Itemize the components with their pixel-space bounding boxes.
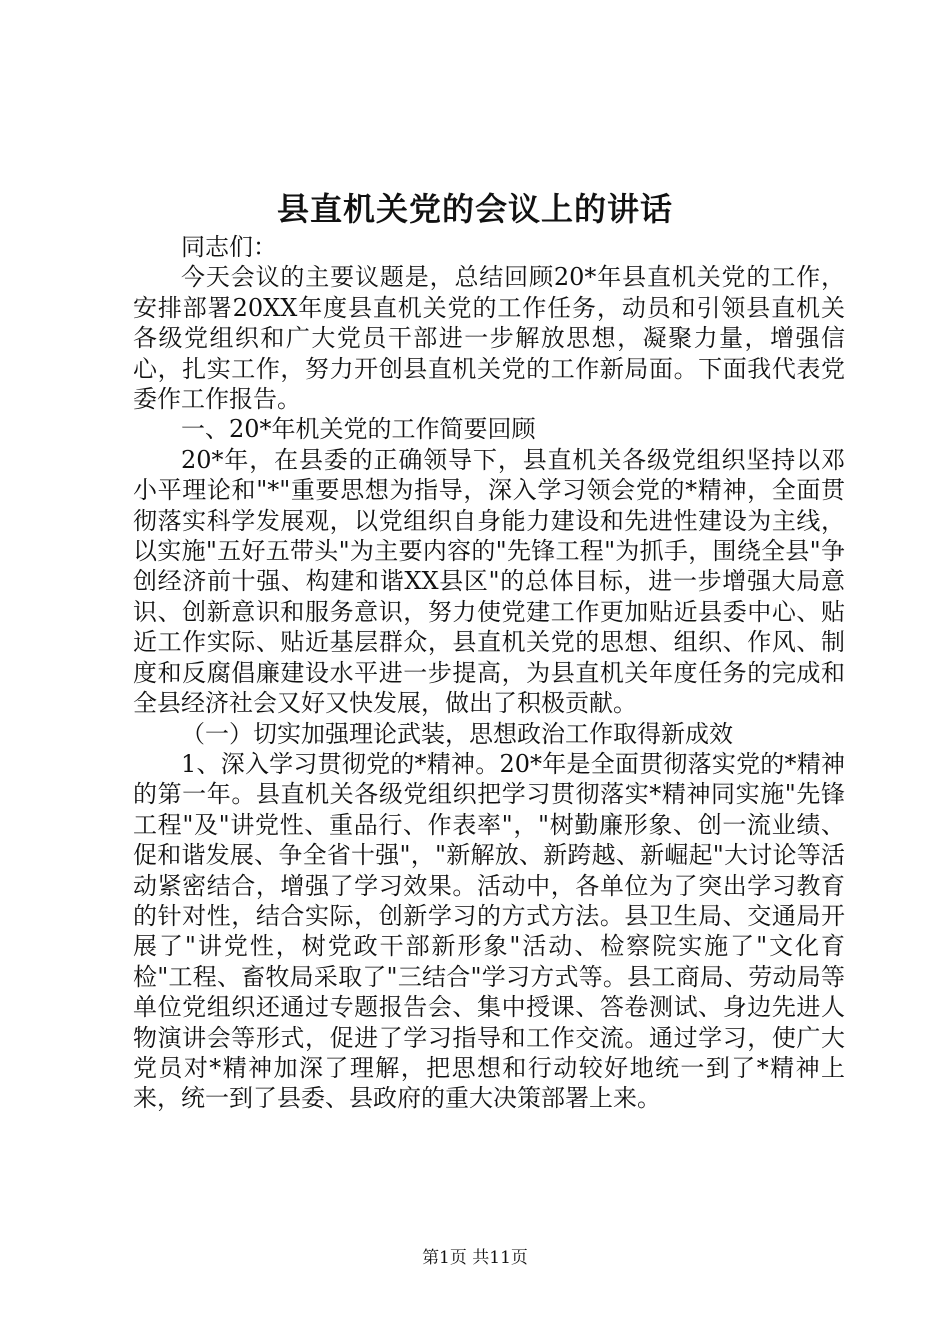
- document-title: 县直机关党的会议上的讲话: [276, 190, 673, 228]
- intro-paragraph: 今天会议的主要议题是，总结回顾20*年县直机关党的工作，安排部署20XX年度县直机关党的工作任务，动员和引领县直机关各级党组织和广大党员干部进一步解放思想，凝聚力量，增强信心，扎实工作，努力开创县直机关党的工作新局面。下面我代表党委作工作报告。: [133, 263, 845, 414]
- salutation-paragraph: 同志们：: [181, 233, 277, 261]
- section-heading: 一、20*年机关党的工作简要回顾: [181, 415, 536, 444]
- subsection-heading: （一）切实加强理论武装，思想政治工作取得新成效: [181, 719, 733, 748]
- document-body: [133, 232, 845, 1114]
- study-paragraph: 1、深入学习贯彻党的*精神。20*年是全面贯彻落实党的*精神的第一年。县直机关各级党组织把学习贯彻落实*精神同实施"先锋工程"及"讲党性、重品行、作表率"，"树勤廉形象、创一流业绩、促和谐发展、争全省十强"，"新解放、新跨越、新崛起"大讨论等活动紧密结合，增强了学习效果。活动中，各单位为了突出学习教育的针对性，结合实际，创新学习的方式方法。县卫生局、交通局开展了"讲党性，树党政干部新形象"活动、检察院实施了"文化育检"工程、畜牧局采取了"三结合"学习方式等。县工商局、劳动局等单位党组织还通过专题报告会、集中授课、答卷测试、身边先进人物演讲会等形式，促进了学习指导和工作交流。通过学习，使广大党员对*精神加深了理解，把思想和行动较好地统一到了*精神上来，统一到了县委、县政府的重大决策部署上来。: [133, 749, 845, 1113]
- review-paragraph: 20*年，在县委的正确领导下，县直机关各级党组织坚持以邓小平理论和"*"重要思想为指导，深入学习领会党的*精神，全面贯彻落实科学发展观，以党组织自身能力建设和先进性建设为主线，以实施"五好五带头"为主要内容的"先锋工程"为抓手，围绕全县"争创经济前十强、构建和谐XX县区"的总体目标，进一步增强大局意识、创新意识和服务意识，努力使党建工作更加贴近县委中心、贴近工作实际、贴近基层群众，县直机关党的思想、组织、作风、制度和反腐倡廉建设水平进一步提高，为县直机关年度任务的完成和全县经济社会又好又快发展，做出了积极贡献。: [133, 445, 845, 718]
- page-number: 第1页 共11页: [422, 1248, 528, 1268]
